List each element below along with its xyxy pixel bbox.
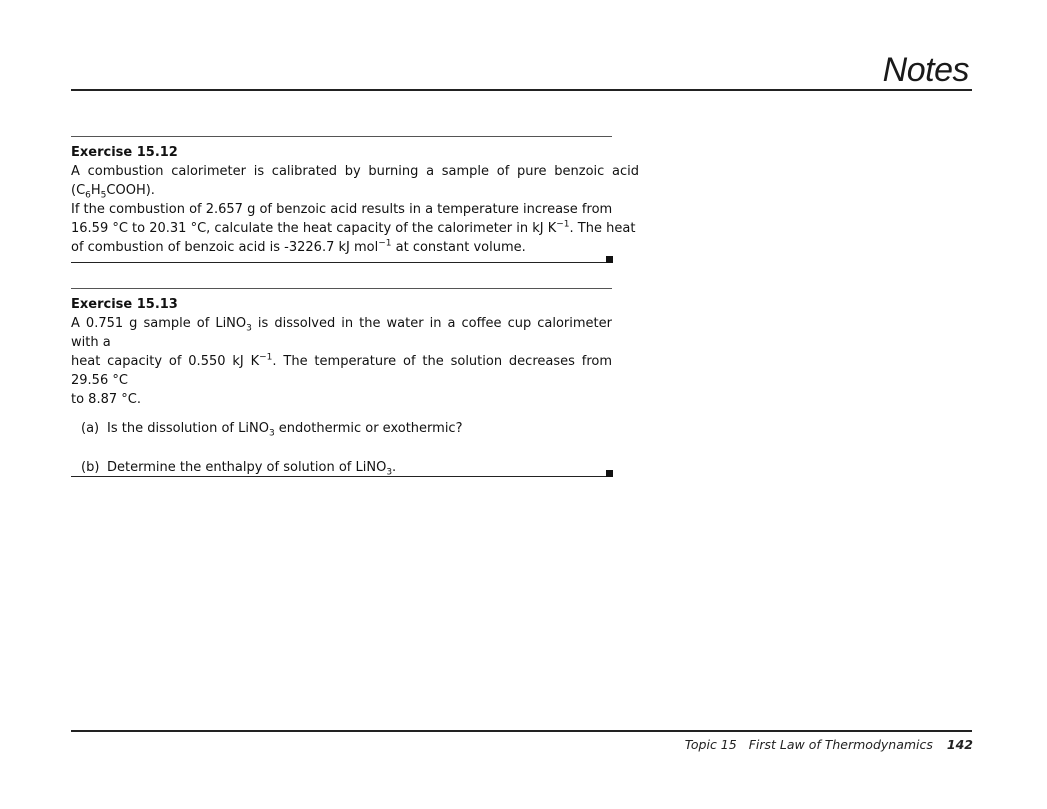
exercise-top-rule (71, 288, 612, 289)
footer-topic-title: First Law of Thermodynamics (748, 737, 933, 752)
exercise-parts (71, 419, 612, 477)
header-rule (71, 89, 972, 91)
footer-topic: Topic 15 (684, 737, 737, 752)
qed-square-icon (606, 256, 613, 263)
exercise-end-rule (71, 476, 612, 477)
qed-square-icon (606, 470, 613, 477)
footer-rule (71, 730, 972, 732)
notes-title: Notes (882, 51, 969, 89)
exercise-part-a: (a) Is the dissolution of LiNO$_3$ endothermic or exothermic? (81, 421, 463, 439)
exercise-heading: Exercise 15.12 (71, 145, 178, 160)
page-footer (685, 737, 973, 752)
exercise-15-13 (71, 288, 612, 478)
exercise-text: A 0.751 g sample of LiNO$_3$ is dissolved in the water in a coffee cup calorimeter with a heat capacity of 0.550 kJ $K^{-1}$. The temperature of the solution decreases from 29.56 °C to 8.87 °C. (71, 316, 613, 407)
exercise-end-rule (71, 262, 612, 263)
exercise-part-b: (b) Determine the enthalpy of solution of LiNO$_3$. (81, 460, 397, 478)
page-number: 142 (946, 737, 973, 752)
exercise-top-rule (71, 136, 612, 137)
exercise-heading: Exercise 15.13 (71, 297, 178, 312)
exercise-text: A combustion calorimeter is calibrated by burning a sample of pure benzoic acid $(C_6H_5COOH)$. If the combustion of 2.657 g of benzoic acid results in a temperature increase from 16.59 °C to 20.31 °C, calculate the heat capacity of the calorimeter in kJ $K^{-1}$. The heat of combustion of benzoic acid is -3226.7 kJ mol$^{-1}$ at constant volume. (71, 164, 639, 255)
exercise-15-12 (71, 136, 639, 264)
